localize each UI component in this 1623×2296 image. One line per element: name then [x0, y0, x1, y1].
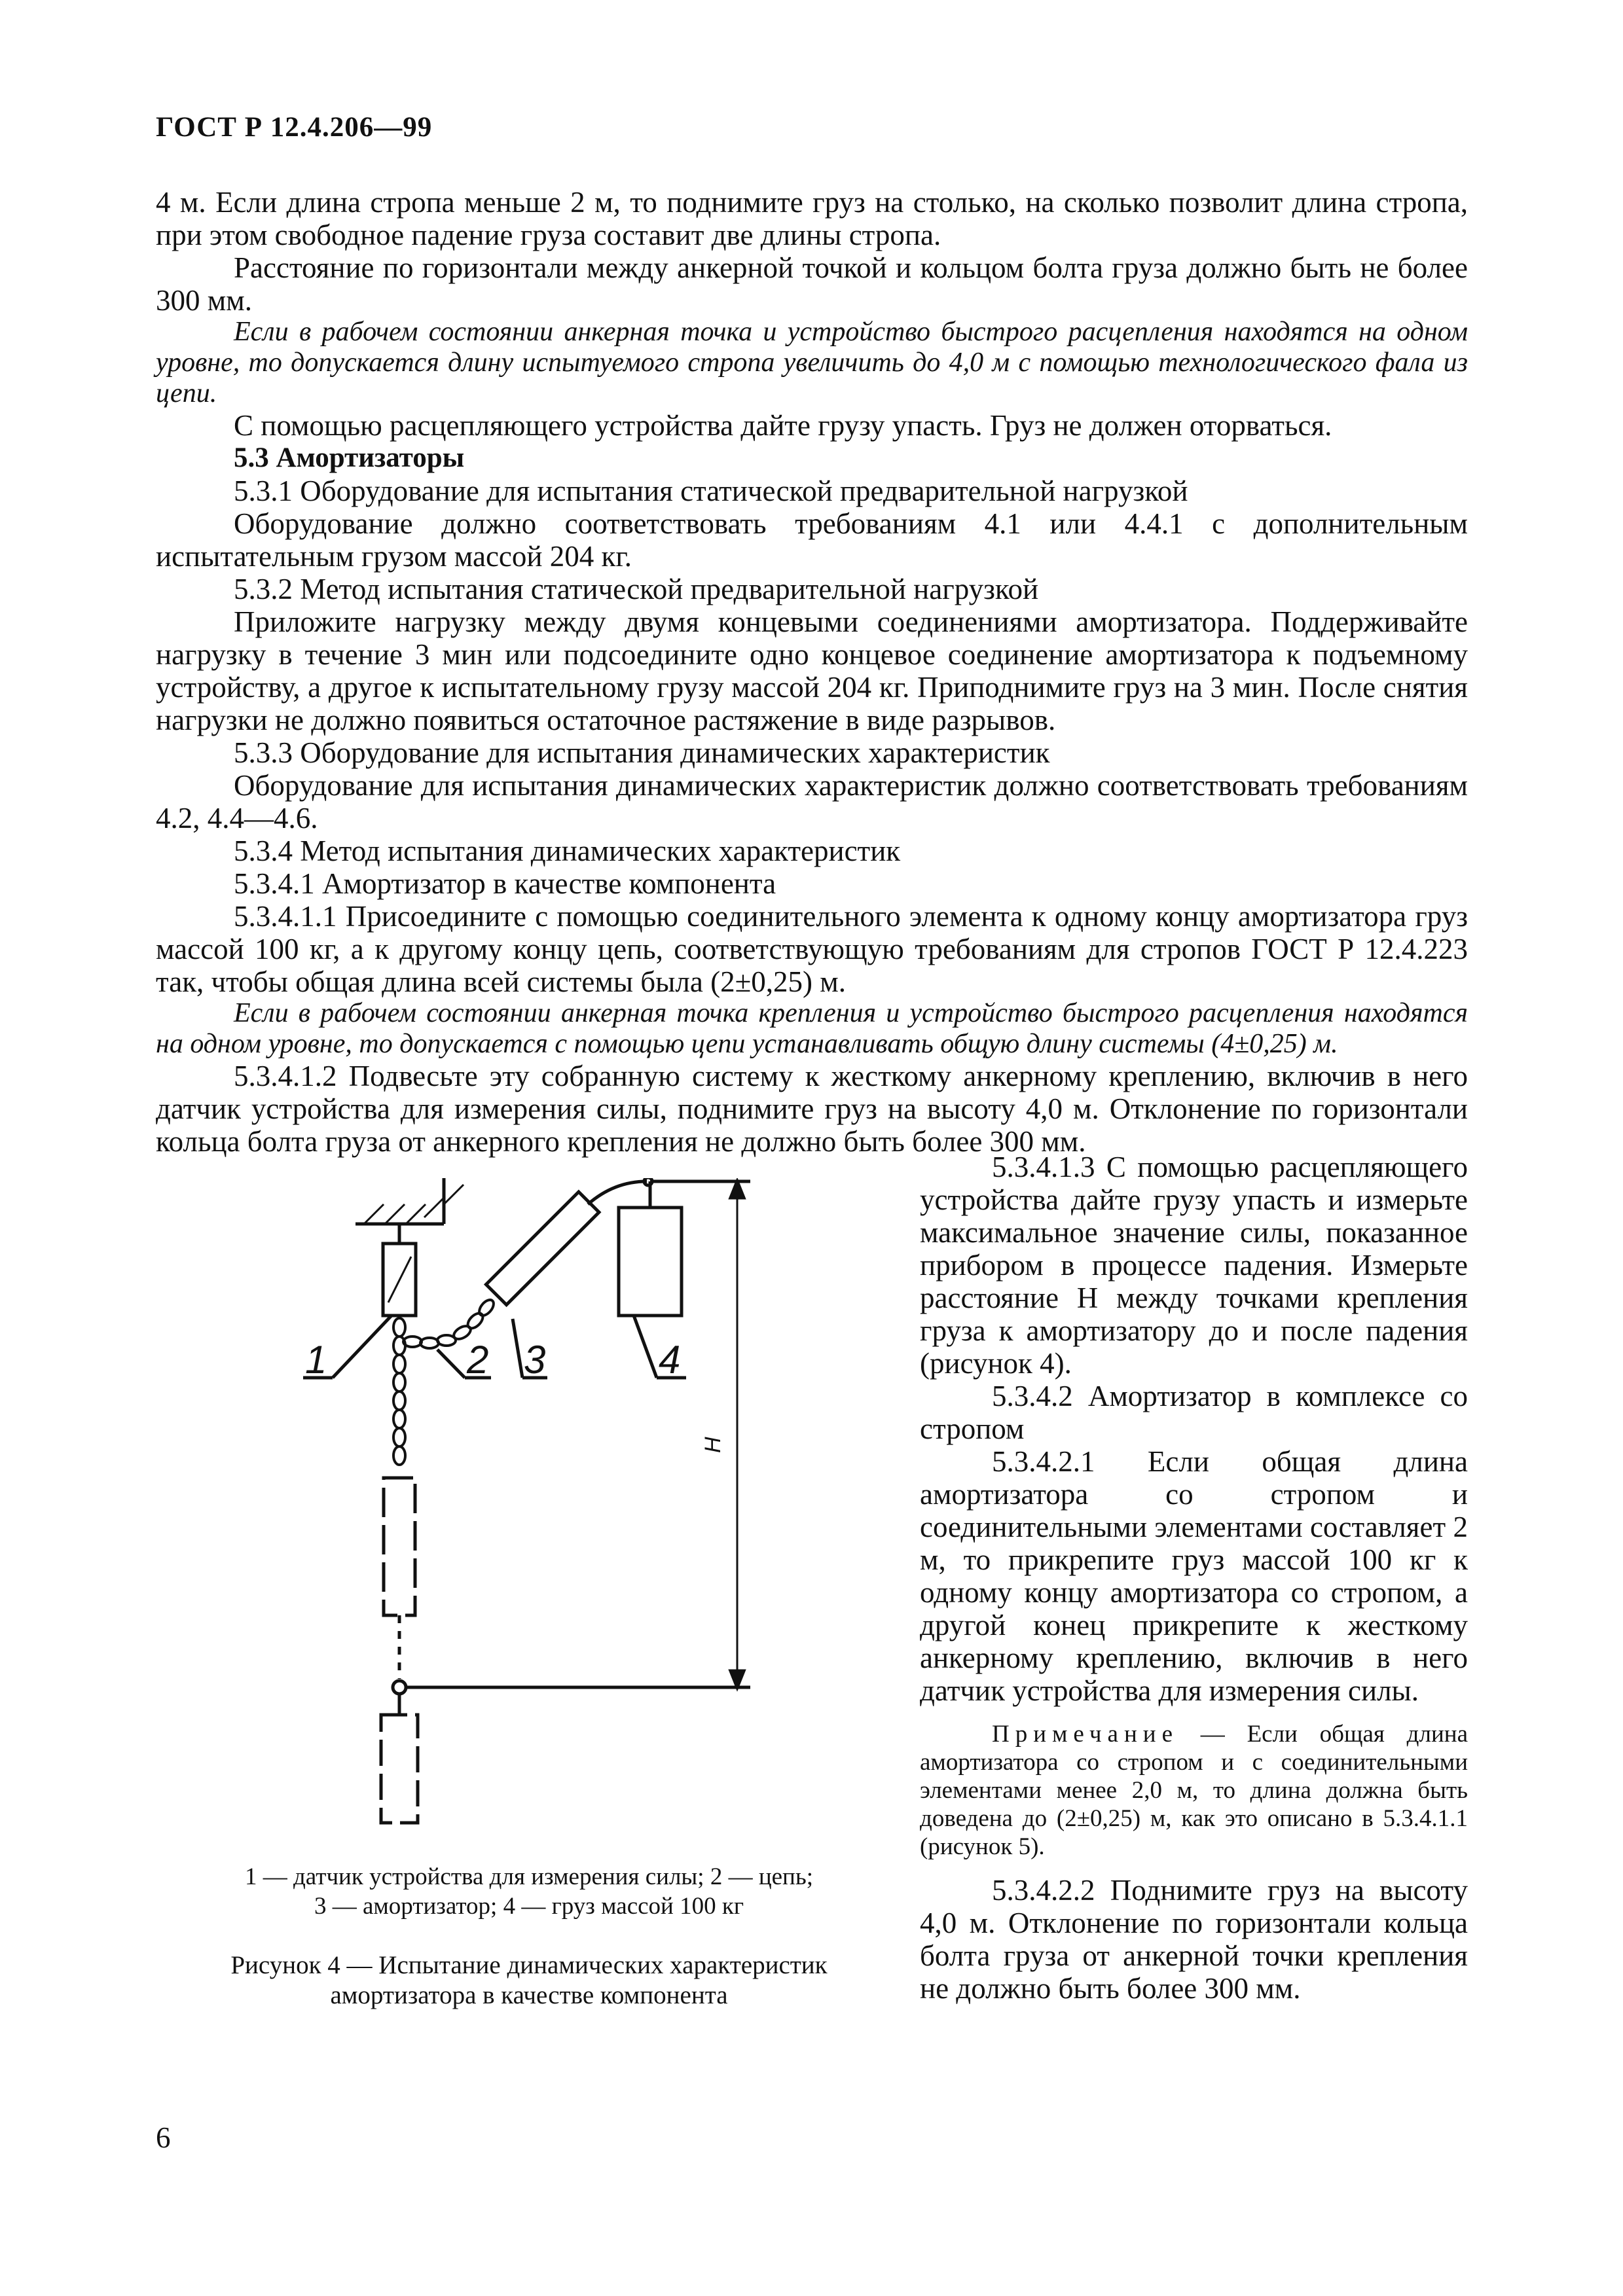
- paragraph: 5.3.4.2.2 Поднимите груз на высоту 4,0 м. Отклонение по горизонтали кольца болта груза от анкерной точки крепления не должно быть более 300 мм.: [920, 1874, 1468, 2005]
- subsection-heading: 5.3.2 Метод испытания статической предварительной нагрузкой: [234, 573, 1039, 605]
- document-header: ГОСТ Р 12.4.206—99: [156, 112, 433, 143]
- figure-4: [156, 1178, 902, 2009]
- page-number: 6: [156, 2121, 171, 2154]
- caption-line: Рисунок 4 — Испытание динамических характеристик: [230, 1951, 828, 1979]
- paragraph: Оборудование для испытания динамических характеристик должно соответствовать требованиям 4.2, 4.4—4.6.: [156, 769, 1468, 834]
- figure-label-1: 1: [305, 1338, 327, 1382]
- italic-paragraph: Если в рабочем состоянии анкерная точка крепления и устройство быстрого расцепления находятся на одном уровне, то допускается с помощью цепи устанавливать общую длину системы (4±0,25) м.: [156, 998, 1468, 1059]
- figure-legend: [156, 1862, 902, 1921]
- paragraph: 4 м. Если длина стропа меньше 2 м, то поднимите груз на столько, на сколько позволит длина стропа, при этом свободное падение груза составит две длины стропа.: [156, 186, 1468, 251]
- anchor-ceiling: [356, 1178, 464, 1244]
- figure-label-3: 3: [524, 1338, 546, 1382]
- caption-line: амортизатора в качестве компонента: [330, 1981, 728, 2009]
- paragraph: 5.3.4.2.1 Если общая длина амортизатора со стропом и соединительными элементами составляет 2 м, то прикрепите груз массой 100 кг к одному концу амортизатора со стропом, а другой конец прикрепите к жесткому анкерному креплению, включив в него датчик устройства для измерения силы.: [920, 1445, 1468, 1707]
- energy-absorber: [486, 1192, 599, 1305]
- figure-label-4: 4: [659, 1338, 681, 1382]
- paragraph: 5.3.4.1.3 С помощью расцепляющего устройства дайте грузу упасть и измерьте максимальное значение силы, показанное прибором в процессе падения. Измерьте расстояние H между точками крепления груза к амортизатору до и после падения (рисунок 4).: [920, 1151, 1468, 1380]
- italic-paragraph: Если в рабочем состоянии анкерная точка и устройство быстрого расцепления находятся на одном уровне, то допускается длину испытуемого стропа увеличить до 4,0 м с помощью технологического фала из цепи.: [156, 317, 1468, 408]
- weight-dashed: [381, 1715, 418, 1823]
- absorber-dashed: [384, 1478, 415, 1615]
- paragraph: С помощью расцепляющего устройства дайте грузу упасть. Груз не должен оторваться.: [234, 409, 1332, 442]
- main-text: [156, 186, 1468, 1158]
- paragraph: Оборудование должно соответствовать требованиям 4.1 или 4.4.1 с дополнительным испытательным грузом массой 204 кг.: [156, 507, 1468, 573]
- paragraph: Расстояние по горизонтали между анкерной точкой и кольцом болта груза должно быть не более 300 мм.: [156, 251, 1468, 317]
- right-column-text: [920, 1151, 1468, 2005]
- subsection-heading: 5.3.4.2 Амортизатор в комплексе со стропом: [920, 1380, 1468, 1445]
- legend-line: 3 — амортизатор; 4 — груз массой 100 кг: [314, 1893, 744, 1920]
- dimension-label-h: H: [701, 1437, 725, 1453]
- figure-diagram: [156, 1178, 902, 1859]
- subsection-heading: 5.3.1 Оборудование для испытания статической предварительной нагрузкой: [234, 475, 1188, 507]
- note: [920, 1720, 1468, 1861]
- figure-label-2: 2: [467, 1338, 489, 1382]
- subsection-heading: 5.3.3 Оборудование для испытания динамических характеристик: [234, 736, 1050, 769]
- figure-caption: [156, 1950, 902, 2011]
- paragraph: 5.3.4.1.2 Подвесьте эту собранную систему к жесткому анкерному креплению, включив в него датчик устройства для измерения силы, поднимите груз на высоту 4,0 м. Отклонение по горизонтали кольца болта груза от анкерного крепления не должно быть более 300 мм.: [156, 1060, 1468, 1158]
- section-heading: 5.3 Амортизаторы: [234, 442, 465, 473]
- note-text: — Если общая длина амортизатора со стропом и с соединительными элементами менее 2,0 м, то длина должна быть доведена до (2±0,25) м, как это описано в 5.3.4.1.1 (рисунок 5).: [920, 1721, 1468, 1860]
- note-label: Примечание: [992, 1721, 1178, 1748]
- subsection-heading: 5.3.4 Метод испытания динамических характеристик: [234, 834, 901, 867]
- subsection-heading: 5.3.4.1 Амортизатор в качестве компонента: [234, 867, 776, 900]
- test-weight: [619, 1208, 682, 1316]
- paragraph: Приложите нагрузку между двумя концевыми соединениями амортизатора. Поддерживайте нагрузку в течение 3 мин или подсоедините одно концевое соединение амортизатора к подъемному устройству, а другое к испытательному грузу массой 204 кг. Приподнимите груз на 3 мин. После снятия нагрузки не должно появиться остаточное растяжение в виде разрывов.: [156, 605, 1468, 736]
- legend-line: 1 — датчик устройства для измерения силы; 2 — цепь;: [244, 1863, 814, 1890]
- paragraph: 5.3.4.1.1 Присоедините с помощью соединительного элемента к одному концу амортизатора груз массой 100 кг, а к другому концу цепь, соответствующую требованиям для стропов ГОСТ Р 12.4.223 так, чтобы общая длина всей системы была (2±0,25) м.: [156, 900, 1468, 998]
